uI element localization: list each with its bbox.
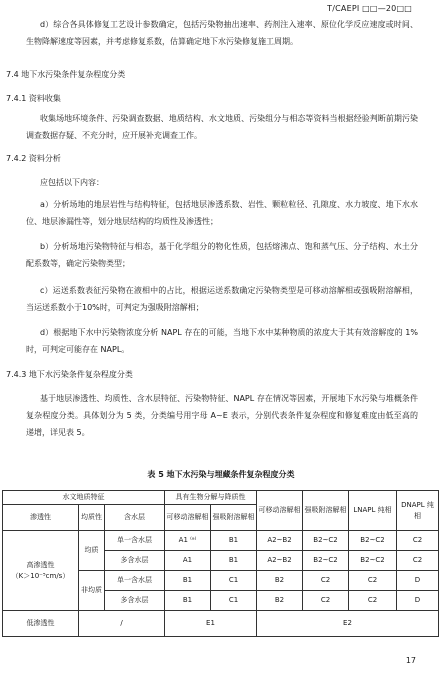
table-cell-aquifer: 多含水层 xyxy=(105,591,165,611)
table-cell: B2 xyxy=(257,571,303,591)
table-cell: C1 xyxy=(211,591,257,611)
table-cell: B2~C2 xyxy=(303,531,349,551)
table-cell-aquifer: 单一含水层 xyxy=(105,571,165,591)
table-header-lnapl: LNAPL 纯相 xyxy=(349,491,397,531)
table-header-organic: 具有生物分解与降质性 xyxy=(165,491,257,505)
table-cell-aquifer: 多含水层 xyxy=(105,551,165,571)
table-header-hydro: 水文地质特征 xyxy=(3,491,165,505)
table-cell: D xyxy=(397,571,439,591)
table-header-strong: 强吸附溶解相 xyxy=(211,505,257,531)
table-cell: A1 ⁽ᵃ⁾ xyxy=(165,531,211,551)
table-cell-aquifer: 单一含水层 xyxy=(105,531,165,551)
table-cell: B2 xyxy=(257,591,303,611)
table-cell-e1: E1 xyxy=(165,611,257,637)
table-cell: A1 xyxy=(165,551,211,571)
table-cell-e2: E2 xyxy=(257,611,439,637)
table-header-strong-2: 强吸附溶解相 xyxy=(303,491,349,531)
table-cell-homogeneous: 均质 xyxy=(79,531,105,571)
paragraph-7-4-2-intro: 应包括以下内容： xyxy=(40,178,104,187)
table-header-homogeneity: 均质性 xyxy=(79,505,105,531)
table-cell: B1 xyxy=(165,591,211,611)
table-cell: C2 xyxy=(303,571,349,591)
table-cell: D xyxy=(397,591,439,611)
section-heading-7-4-2: 7.4.2 资料分析 xyxy=(6,154,61,163)
table-header-permeability: 渗透性 xyxy=(3,505,79,531)
table-cell: C2 xyxy=(349,571,397,591)
table-cell: B2~C2 xyxy=(349,531,397,551)
header-doc-code: T/CAEPI □□—20□□ xyxy=(327,4,412,13)
table-cell: C2 xyxy=(397,531,439,551)
table-cell: B2~C2 xyxy=(303,551,349,571)
paragraph-b: b）分析场地污染物特征与相态，基于化学组分的物化性质，包括熔沸点、饱和蒸气压、分子结构、水土分配系数等，确定污染物类型； xyxy=(26,242,418,268)
high-permeability-condition: （K＞10⁻⁵cm/s） xyxy=(11,571,70,580)
section-heading-7-4-1: 7.4.1 资料收集 xyxy=(6,94,61,103)
high-permeability-label: 高渗透性 xyxy=(26,560,55,569)
paragraph-a: a）分析场地的地层岩性与结构特征，包括地层渗透系数、岩性、颗粒粒径、孔隙度、水力坡度、地下水水位、地层渗漏性等，划分地层结构的均质性及渗透性； xyxy=(26,200,418,226)
table-header-aquifer: 含水层 xyxy=(105,505,165,531)
table-cell: C2 xyxy=(397,551,439,571)
table-cell: C1 xyxy=(211,571,257,591)
table-cell: C2 xyxy=(349,591,397,611)
paragraph-d: d）根据地下水中污染物浓度分析 NAPL 存在的可能，当地下水中某种物质的浓度大于其有效溶解度的 1%时，可判定可能存在 NAPL。 xyxy=(26,328,418,354)
section-heading-7-4: 7.4 地下水污染条件复杂程度分类 xyxy=(6,70,126,79)
table-header-mobile-2: 可移动溶解相 xyxy=(257,491,303,531)
table-cell: B1 xyxy=(211,551,257,571)
table-caption: 表 5 地下水污染与埋藏条件复杂程度分类 xyxy=(147,470,295,479)
table-cell: B1 xyxy=(165,571,211,591)
table-cell: B2~C2 xyxy=(349,551,397,571)
section-heading-7-4-3: 7.4.3 地下水污染条件复杂程度分类 xyxy=(6,370,133,379)
classification-table xyxy=(2,490,439,637)
paragraph-d-top: d）综合各具体修复工艺设计参数确定，包括污染物抽出速率、药剂注入速率、原位化学反应速度或时间、生物降解速度等因素，并考虑修复系数，估算确定地下水污染修复施工周期。 xyxy=(26,20,418,46)
table-cell-heterogeneous: 非均质 xyxy=(79,571,105,611)
paragraph-c: c）运送系数表征污染物在液相中的占比，根据运送系数确定污染物类型是可移动溶解相或强吸附溶解相，当运送系数小于10%时，可判定为强吸附溶解相； xyxy=(26,286,418,312)
paragraph-7-4-3: 基于地层渗透性、均质性、含水层特征、污染物特征、NAPL 存在情况等因素，开展地下水污染与堆概条件复杂程度分类。具体划分为 5 类，分类编号用字母 A~E 表示，分别代表条件复杂程度和修复难度由低至高的递增，详见表 5。 xyxy=(26,394,418,437)
table-header-mobile: 可移动溶解相 xyxy=(165,505,211,531)
page-number: 17 xyxy=(405,656,416,665)
table-cell-low-slash: / xyxy=(79,611,165,637)
table-cell-low-permeability: 低渗透性 xyxy=(3,611,79,637)
table-header-dnapl: DNAPL 纯相 xyxy=(397,491,439,531)
paragraph-7-4-1: 收集场地环境条件、污染调查数据、地质结构、水文地质、污染组分与相态等资料当根据经验判断前期污染调查数据存疑、不充分时，应开展补充调查工作。 xyxy=(26,114,418,140)
table-cell: A2~B2 xyxy=(257,551,303,571)
table-cell-high-permeability xyxy=(3,531,79,611)
table-cell: B1 xyxy=(211,531,257,551)
table-cell: A2~B2 xyxy=(257,531,303,551)
table-cell: C2 xyxy=(303,591,349,611)
